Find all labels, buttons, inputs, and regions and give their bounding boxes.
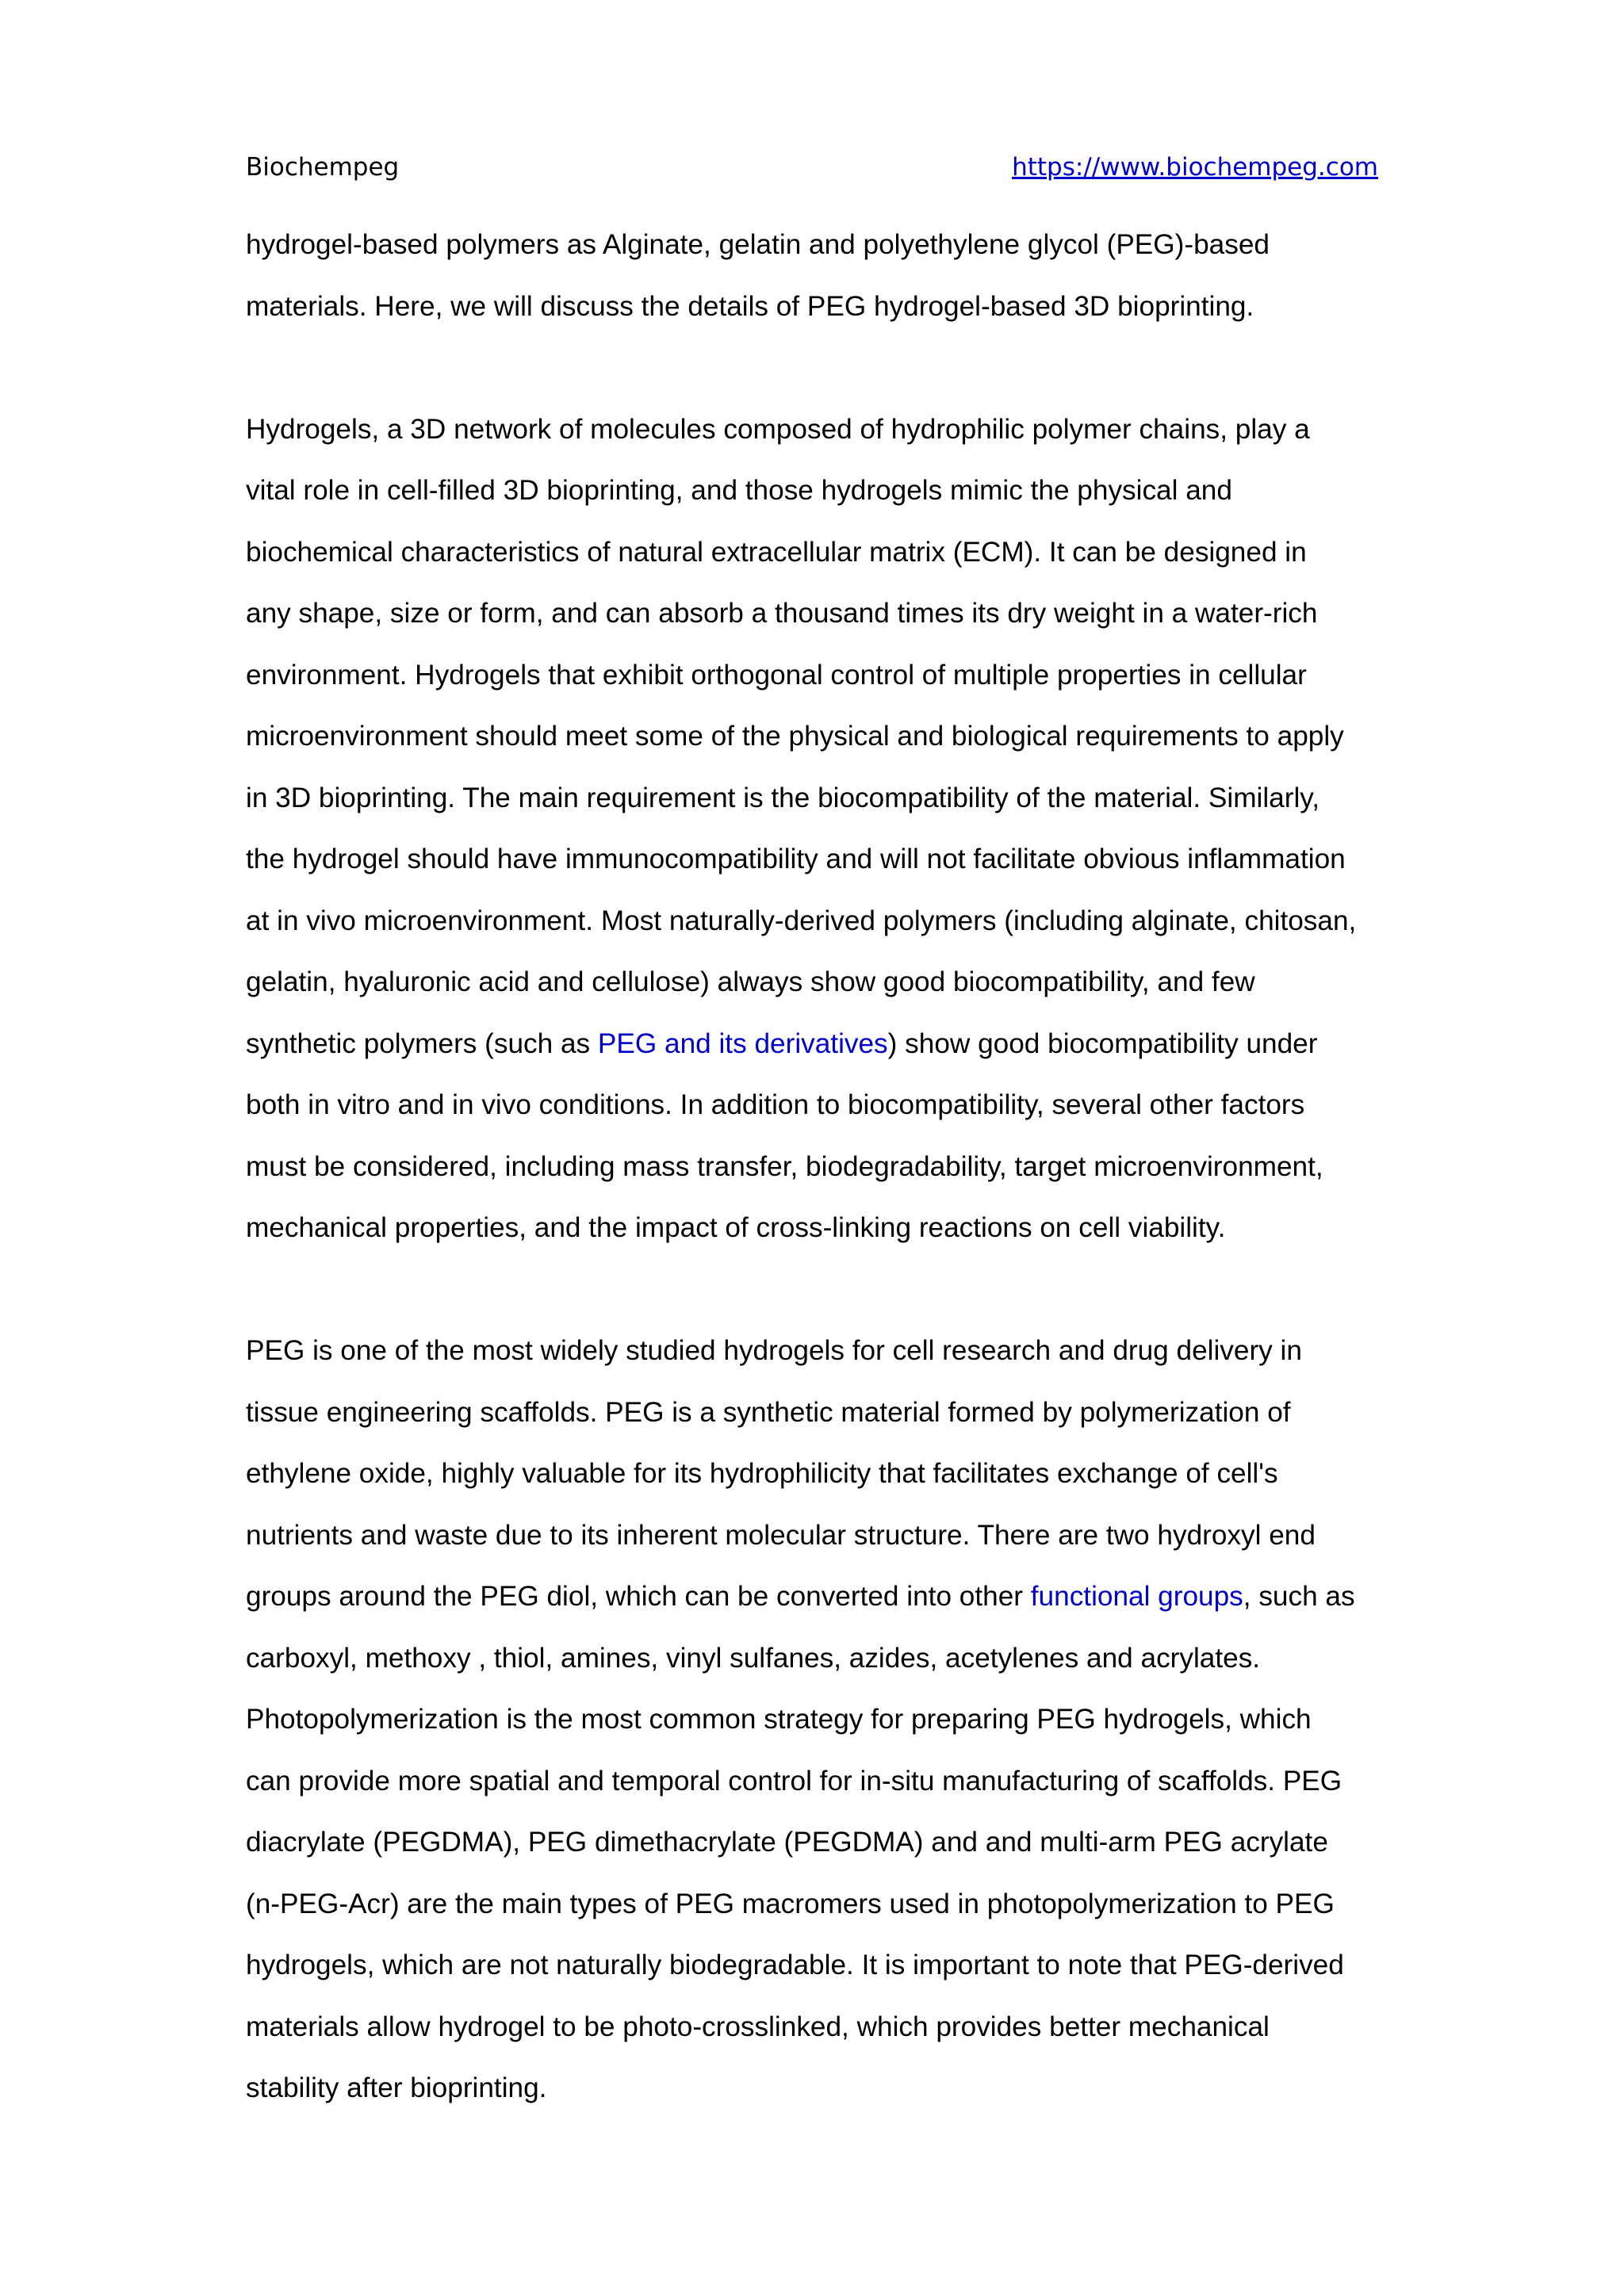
text-line: ethylene oxide, highly valuable for its hydrophilicity that facilitates exchange of cell's [246, 1458, 1278, 1489]
functional-groups-link[interactable]: functional groups [1030, 1581, 1243, 1612]
paragraph-spacer [246, 337, 1404, 399]
text-line: vital role in cell-filled 3D bioprinting, and those hydrogels mimic the physical and [246, 475, 1232, 506]
text-line: hydrogels, which are not naturally biodegradable. It is important to note that PEG-derived [246, 1950, 1344, 1980]
text-line: both in vitro and in vivo conditions. In addition to biocompatibility, several other factors [246, 1089, 1305, 1120]
text-line: the hydrogel should have immunocompatibility and will not facilitate obvious inflammation [246, 844, 1346, 874]
text-line: tissue engineering scaffolds. PEG is a synthetic material formed by polymerization of [246, 1396, 1291, 1428]
text-line: must be considered, including mass transfer, biodegradability, target microenvironment, [246, 1150, 1323, 1182]
document-body [246, 214, 1404, 2119]
text-line: any shape, size or form, and can absorb a thousand times its dry weight in a water-rich [246, 598, 1318, 629]
text-line-with-link [246, 1566, 1404, 1628]
page-header [246, 147, 1378, 187]
text-line: environment. Hydrogels that exhibit orthogonal control of multiple properties in cellular [246, 659, 1307, 691]
text-line: carboxyl, methoxy , thiol, amines, vinyl sulfanes, azides, acetylenes and acrylates. [246, 1642, 1261, 1674]
text-line: nutrients and waste due to its inherent molecular structure. There are two hydroxyl end [246, 1519, 1316, 1551]
text-segment: groups around the PEG diol, which can be converted into other [246, 1581, 1031, 1612]
text-line: hydrogel-based polymers as Alginate, gelatin and polyethylene glycol (PEG)-based [246, 229, 1270, 260]
text-line: materials. Here, we will discuss the details of PEG hydrogel-based 3D bioprinting. [246, 290, 1254, 322]
text-line: (n-PEG-Acr) are the main types of PEG macromers used in photopolymerization to PEG [246, 1888, 1335, 1919]
paragraph-intro [246, 214, 1404, 337]
text-segment: synthetic polymers (such as [246, 1027, 598, 1059]
text-line: at in vivo microenvironment. Most naturally-derived polymers (including alginate, chitosan, [246, 905, 1357, 936]
header-url-link[interactable]: https://www.biochempeg.com [1012, 153, 1378, 182]
text-line: can provide more spatial and temporal control for in-situ manufacturing of scaffolds. PEG [246, 1765, 1342, 1797]
text-line: biochemical characteristics of natural extracellular matrix (ECM). It can be designed in [246, 536, 1307, 568]
text-line: in 3D bioprinting. The main requirement is the biocompatibility of the material. Similarly, [246, 782, 1320, 813]
text-line: PEG is one of the most widely studied hydrogels for cell research and drug delivery in [246, 1335, 1302, 1366]
text-line: materials allow hydrogel to be photo-crosslinked, which provides better mechanical [246, 2011, 1270, 2042]
text-line: diacrylate (PEGDMA), PEG dimethacrylate (PEGDMA) and and multi-arm PEG acrylate [246, 1827, 1328, 1858]
text-line: Hydrogels, a 3D network of molecules composed of hydrophilic polymer chains, play a [246, 413, 1310, 445]
paragraph-hydrogels [246, 399, 1404, 1259]
text-line: Photopolymerization is the most common strategy for preparing PEG hydrogels, which [246, 1704, 1312, 1735]
header-brand: Biochempeg [246, 153, 400, 182]
text-line: microenvironment should meet some of the physical and biological requirements to apply [246, 721, 1344, 752]
text-line-with-link [246, 1013, 1404, 1075]
paragraph-spacer [246, 1259, 1404, 1321]
paragraph-peg [246, 1320, 1404, 2119]
text-segment: , such as [1243, 1581, 1355, 1612]
text-line: mechanical properties, and the impact of cross-linking reactions on cell viability. [246, 1212, 1226, 1243]
text-line: stability after bioprinting. [246, 2072, 547, 2103]
peg-derivatives-link[interactable]: PEG and its derivatives [597, 1027, 888, 1059]
text-line: gelatin, hyaluronic acid and cellulose) always show good biocompatibility, and few [246, 966, 1255, 997]
text-segment: ) show good biocompatibility under [887, 1027, 1318, 1059]
